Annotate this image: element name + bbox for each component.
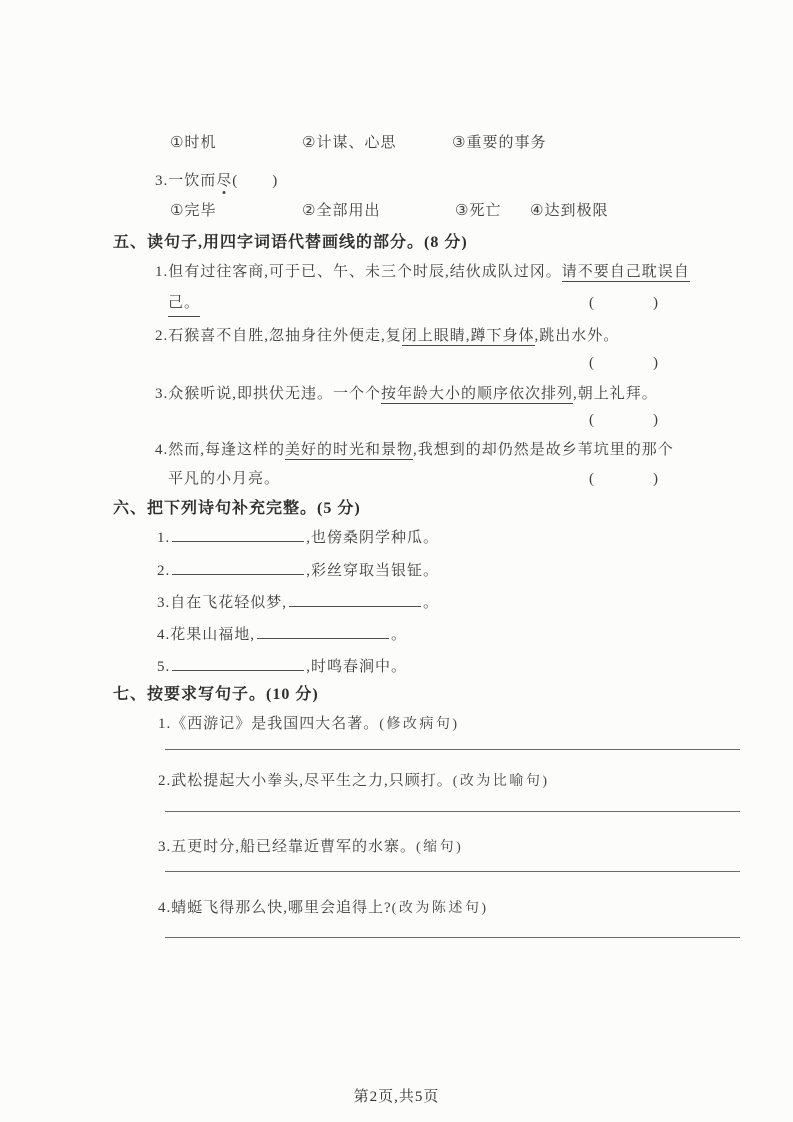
s7-item3-text: 3.五更时分,船已经靠近曹军的水寨。 <box>158 839 417 855</box>
s5-item1-underlined-cont: 己。 <box>168 291 200 317</box>
s6-item4 <box>157 623 665 647</box>
s7-item2-answer-line <box>165 811 740 812</box>
s5-item1-line1 <box>155 260 690 284</box>
option-1-wanbi: ①完毕 <box>170 203 217 219</box>
option-3-zhongyao: ③重要的事务 <box>452 135 547 151</box>
option-4-daodao: ④达到极限 <box>530 203 609 219</box>
s6-item3-post: 。 <box>423 595 440 611</box>
s5-item2-line2 <box>113 351 665 375</box>
s6-item2-post: ,彩丝穿取当银钲。 <box>306 563 440 579</box>
q3-options-row <box>170 199 665 223</box>
s7-item2-question <box>158 769 665 794</box>
s7-item3-question <box>158 835 665 860</box>
q3-answer-paren <box>232 169 278 193</box>
option-3-siwang: ③死亡 <box>455 203 502 219</box>
s5-item3-text-post: ,朝上礼拜。 <box>573 386 658 402</box>
s5-item3-line2 <box>113 408 665 432</box>
s6-item5 <box>157 655 665 679</box>
paren-open: ( <box>232 173 239 189</box>
paren-open: ( <box>589 471 595 487</box>
s6-item1-blank <box>172 527 304 542</box>
paren-open: ( <box>589 412 595 428</box>
s5-item1-text: 1.但有过往客商,可于已、午、未三个时辰,结伙成队过冈。 <box>155 264 562 280</box>
page-number: 第2页,共5页 <box>353 1089 440 1105</box>
option-2-quanbu: ②全部用出 <box>302 203 381 219</box>
s7-item1-question <box>158 712 665 737</box>
s6-item5-blank <box>172 656 304 671</box>
s7-item3-hint: (缩句) <box>416 840 464 855</box>
s7-item4-question <box>158 896 665 921</box>
s6-item5-pre: 5. <box>157 659 171 675</box>
s5-item4-answer-paren <box>589 467 659 491</box>
s6-item3 <box>157 591 665 615</box>
option-2-jimou: ②计谋、心思 <box>302 135 397 151</box>
q2-options-row <box>170 131 665 155</box>
s5-item2-line1 <box>155 324 665 348</box>
section-seven-title: 七、按要求写句子。(10 分) <box>113 686 319 703</box>
s7-item2-hint: (改为比喻句) <box>452 774 550 789</box>
s6-item1-post: ,也傍桑阴学种瓜。 <box>306 530 440 546</box>
paren-close: ) <box>272 173 279 189</box>
s6-item3-pre: 3.自在飞花轻似梦, <box>157 595 288 611</box>
s6-item1-pre: 1. <box>157 530 171 546</box>
s6-item1 <box>157 526 665 550</box>
s6-item4-post: 。 <box>391 627 408 643</box>
q3-stem-text: 3.一饮而 <box>155 173 217 189</box>
s5-item4-text-post: ,我想到的却仍然是故乡苇坑里的那个 <box>413 442 674 458</box>
s6-item4-blank <box>257 624 389 639</box>
s7-item4-text: 4.蜻蜓飞得那么快,哪里会追得上? <box>158 900 392 916</box>
s7-item2-text: 2.武松提起大小拳头,尽平生之力,只顾打。 <box>158 773 453 789</box>
section-six-title: 六、把下列诗句补充完整。(5 分) <box>113 500 361 517</box>
paren-close: ) <box>653 471 659 487</box>
paren-close: ) <box>653 412 659 428</box>
s5-item2-answer-paren <box>589 351 659 375</box>
paren-close: ) <box>653 355 659 371</box>
s5-item3-line1 <box>155 382 665 406</box>
s5-item2-underlined: 闭上眼睛,蹲下身体 <box>401 328 535 344</box>
section-five-title: 五、读句子,用四字词语代替画线的部分。(8 分) <box>113 234 468 251</box>
s5-item3-answer-paren <box>589 408 659 432</box>
s5-item4-text-cont: 平凡的小月亮。 <box>168 471 281 487</box>
s5-item1-underlined: 请不要自己耽误自 <box>561 264 690 280</box>
s5-item3-underlined: 按年龄大小的顺序依次排列 <box>381 386 574 402</box>
s5-item4-line1 <box>155 438 674 462</box>
s7-item4-hint: (改为陈述句) <box>391 901 489 916</box>
exam-content <box>113 131 690 938</box>
option-1-shiji: ①时机 <box>170 135 217 151</box>
s6-item2-blank <box>172 560 304 575</box>
s5-item1-answer-paren <box>589 291 659 317</box>
paren-open: ( <box>589 355 595 371</box>
s5-item3-text: 3.众猴听说,即拱伏无违。一个个 <box>155 386 382 402</box>
s7-item4-answer-line <box>165 937 740 938</box>
s7-item1-text: 1.《西游记》是我国四大名著。 <box>158 716 380 732</box>
s6-item2 <box>157 559 665 583</box>
s6-item4-pre: 4.花果山福地, <box>157 627 256 643</box>
s7-item1-hint: (修改病句) <box>379 717 460 732</box>
paren-open: ( <box>589 295 595 311</box>
s7-item3-answer-line <box>165 871 740 872</box>
s6-item2-pre: 2. <box>157 563 171 579</box>
s5-item4-underlined: 美好的时光和景物 <box>285 442 414 458</box>
s5-item4-line2 <box>168 467 665 491</box>
paren-close: ) <box>653 295 659 311</box>
q3-emphasized-char: 尽 <box>216 173 233 189</box>
s5-item2-text: 2.石猴喜不自胜,忽抽身往外便走,复 <box>155 328 402 344</box>
s5-item1-line2 <box>168 291 665 317</box>
q3-stem <box>155 169 665 193</box>
s6-item5-post: ,时鸣春涧中。 <box>306 659 408 675</box>
s5-item2-text-post: ,跳出水外。 <box>534 328 620 344</box>
s6-item3-blank <box>289 592 421 607</box>
s7-item1-answer-line <box>165 749 740 750</box>
s5-item4-text: 4.然而,每逢这样的 <box>155 442 286 458</box>
